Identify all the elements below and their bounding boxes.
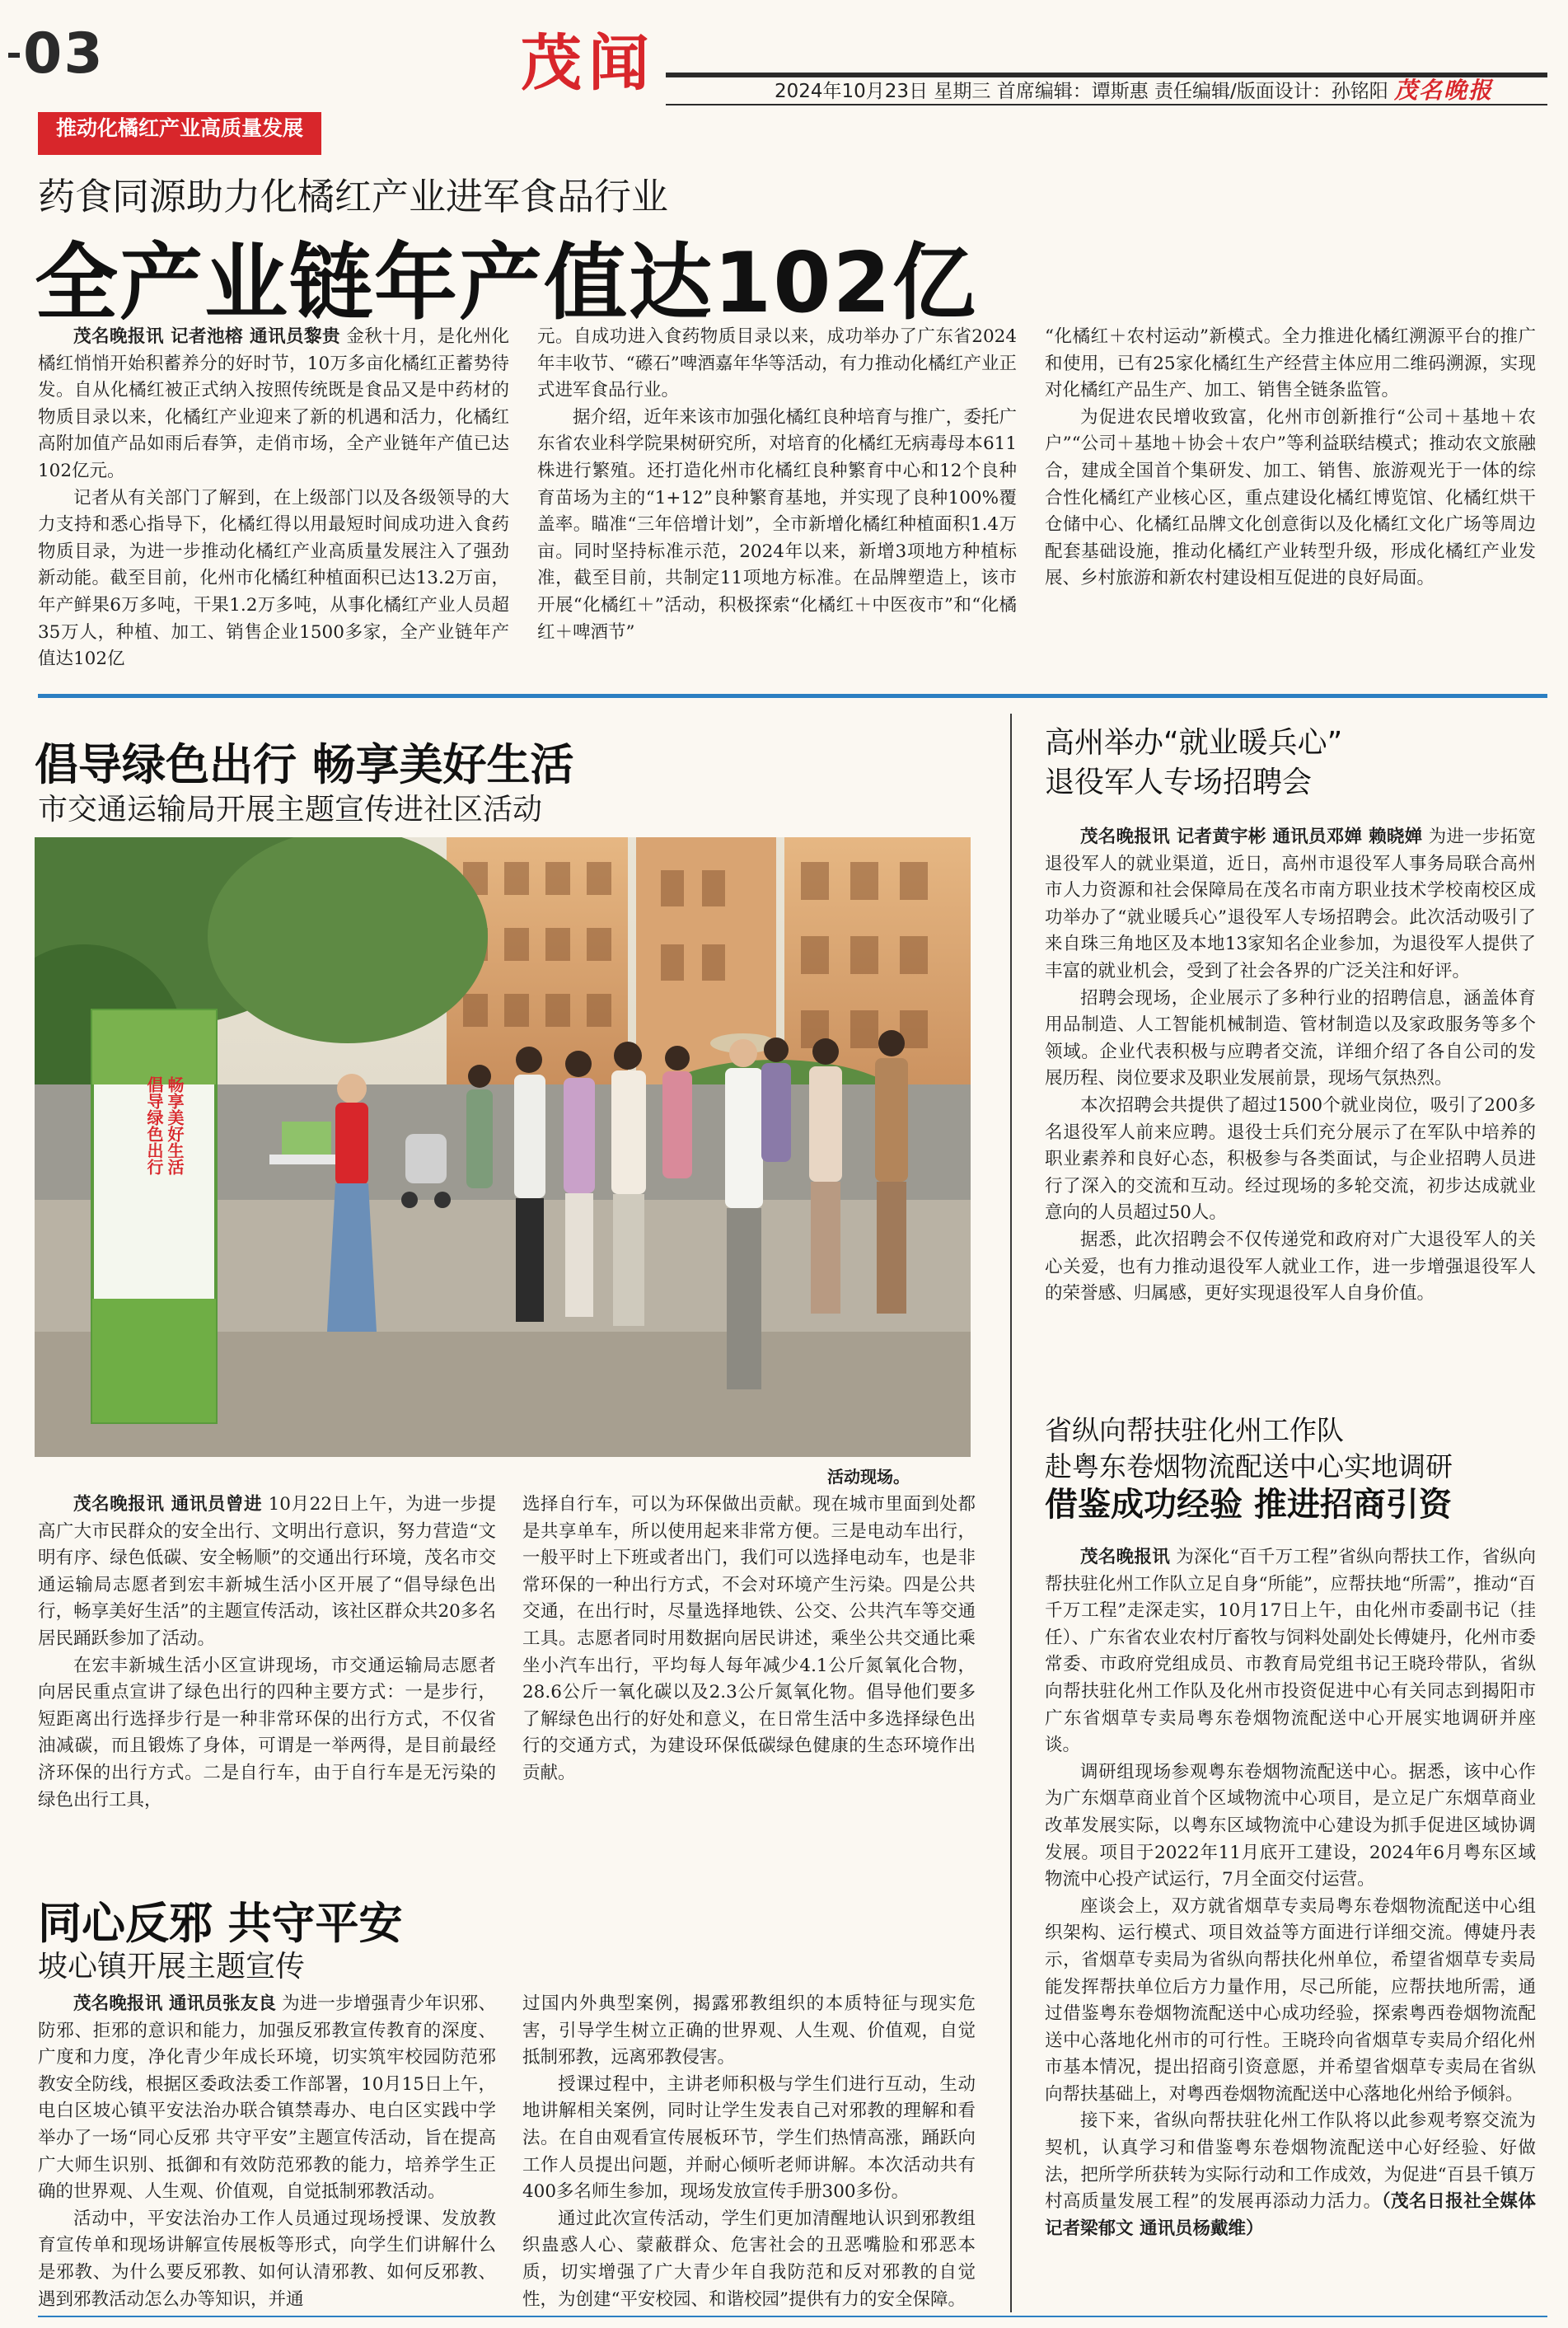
anticult-byline: 茂名晚报讯 通讯员张友良 <box>73 1993 277 2014</box>
green-column-2 <box>522 1492 976 1937</box>
green-paragraph: 10月22日上午，为进一步提高广大市民群众的安全出行、文明出行意识，努力营造“文明有序、绿色低碳、安全畅顺”的交通出行环境，茂名市交通运输局志愿者到宏丰新城生活小区开展了“倡导绿色出行，畅享美好生活”的主题宣传活动，该社区群众共20多名居民踊跃参加了活动。 <box>38 1494 496 1649</box>
lead-column-3 <box>1045 324 1536 682</box>
header-rule-thin <box>666 104 1547 105</box>
veterans-body <box>1045 824 1536 1360</box>
anticult-column-1 <box>38 1991 496 2312</box>
green-column-1 <box>38 1492 496 1937</box>
masthead-logo: 茂名晚报 <box>1394 77 1494 104</box>
lead-paragraph: 记者从有关部门了解到，在上级部门以及各级领导的大力支持和悉心指导下，化橘红得以用最短时间成功进入食药物质目录，为进一步推动化橘红产业高质量发展注入了强劲新动能。截至目前，化州市化橘红种植面积已达13.2万亩，年产鲜果6万多吨，干果1.2万多吨，从事化橘红产业人员超35万人，种植、加工、销售企业1500多家，全产业链年产值达102亿 <box>38 487 509 670</box>
anticult-subheadline: 坡心镇开展主题宣传 <box>38 1950 306 1984</box>
lead-column-2 <box>537 324 1017 682</box>
section-title: 茂闻 <box>521 28 656 99</box>
green-subheadline: 市交通运输局开展主题宣传进社区活动 <box>38 793 543 827</box>
veterans-byline: 茂名晚报讯 记者黄宇彬 通讯员邓婵 赖晓婵 <box>1080 827 1423 847</box>
veterans-paragraph: 招聘会现场，企业展示了多种行业的招聘信息，涵盖体育用品制造、人工智能机械制造、管材制造以及家政服务等多个领域。企业代表积极与应聘者交流，详细介绍了各自公司的发展历程、岗位要求及职业发展前景，现场气氛热烈。 <box>1045 987 1536 1089</box>
veterans-headline-line1: 高州举办“就业暖兵心” <box>1045 726 1343 760</box>
veterans-headline-line2: 退役军人专场招聘会 <box>1045 766 1313 799</box>
section-divider <box>38 694 1547 698</box>
veterans-paragraph: 为进一步拓宽退役军人的就业渠道，近日，高州市退役军人事务局联合高州市人力资源和社会保障局在茂名市南方职业技术学校南校区成功举办了“就业暖兵心”退役军人专场招聘会。此次活动吸引了来自珠三角地区及本地13家知名企业参加，为退役军人提供了丰富的就业机会，受到了社会各界的广泛关注和好评。 <box>1045 827 1536 981</box>
svg-text:畅享美好生活: 畅享美好生活 <box>165 1076 185 1175</box>
photo-caption: 活动现场。 <box>827 1467 910 1487</box>
green-paragraph: 在宏丰新城生活小区宣讲现场，市交通运输局志愿者向居民重点宣讲了绿色出行的四种主要方式：一是步行，短距离出行选择步行是一种非常环保的出行方式，不仅省油减碳，而且锻炼了身体，可谓是一举两得，是目前最经济环保的出行方式。二是自行车，由于自行车是无污染的绿色出行工具， <box>38 1655 496 1810</box>
dateline: 2024年10月23日 星期三 首席编辑：谭斯惠 责任编辑/版面设计：孙铭阳 <box>775 81 1388 102</box>
lead-column-1 <box>38 324 509 682</box>
anticult-column-2 <box>522 1991 976 2312</box>
anticult-paragraph: 活动中，平安法治办工作人员通过现场授课、发放教育宣传单和现场讲解宣传展板等形式，向学生们讲解什么是邪教、为什么要反邪教、如何认清邪教、如何反邪教、遇到邪教活动怎么办等知识，并通 <box>38 2208 496 2310</box>
column-divider <box>1010 714 1012 2312</box>
tobacco-paragraph: 接下来，省纵向帮扶驻化州工作队将以此参观考察交流为契机，认真学习和借鉴粤东卷烟物流配送中心好经验、好做法，把所学所获转为实际行动和工作成效，为促进“百县千镇万村高质量发展工程”的发展再添动力活力。 <box>1045 2110 1536 2213</box>
green-headline: 倡导绿色出行 畅享美好生活 <box>35 740 574 790</box>
anticult-paragraph: 为进一步增强青少年识邪、防邪、拒邪的意识和能力，加强反邪教宣传教育的深度、广度和力度，净化青少年成长环境，切实筑牢校园防范邪教安全防线，根据区委政法委工作部署，10月15日上午，电白区坡心镇平安法治办联合镇禁毒办、电白区实践中学举办了一场“同心反邪 共守平安”主题宣传活动，旨在提高广大师生识别、抵御和有效防范邪教的能力，培养学生正确的世界观、人生观、价值观，自觉抵制邪教活动。 <box>38 1993 496 2203</box>
green-byline: 茂名晚报讯 通讯员曾进 <box>73 1494 263 1515</box>
tobacco-paragraph: 调研组现场参观粤东卷烟物流配送中心。据悉，该中心作为广东烟草商业首个区域物流中心项目，是立足广东烟草商业改革发展实际，以粤东区域物流中心建设为抓手促进区域协调发展。项目于2022年11月底开工建设，2024年6月粤东区域物流中心投产试运行，7月全面交付运营。 <box>1045 1761 1536 1890</box>
topic-tag: 推动化橘红产业高质量发展 <box>38 112 321 155</box>
tobacco-credit: （茂名日报社全媒体记者梁郁文 通讯员杨戴维） <box>1045 2191 1536 2239</box>
event-photo <box>35 837 971 1457</box>
lead-paragraph: 元。自成功进入食药物质目录以来，成功举办了广东省2024年丰收节、“礤石”啤酒嘉年华等活动，有力推动化橘红产业正式进军食品行业。 <box>537 326 1017 401</box>
lead-headline: 全产业链年产值达102亿 <box>35 234 977 331</box>
lead-byline: 茂名晚报讯 记者池榕 通讯员黎贵 <box>73 326 341 347</box>
veterans-paragraph: 本次招聘会共提供了超过1500个就业岗位，吸引了200多名退役军人前来应聘。退役士兵们充分展示了在军队中培养的职业素养和良好心态，积极参与各类面试，与企业招聘人员进行了深入的交流和互动。经过现场的多轮交流，初步达成就业意向的人员超过50人。 <box>1045 1094 1536 1224</box>
lead-kicker: 药食同源助力化橘红产业进军食品行业 <box>38 175 669 218</box>
tobacco-paragraph: 为深化“百千万工程”省纵向帮扶工作，省纵向帮扶驻化州工作队立足自身“所能”，应帮扶地“所需”，推动“百千万工程”走深走实，10月17日上午，由化州市委副书记（挂任）、广东省农业农村厅畜牧与饲料处副处长傅婕丹，化州市委常委、市政府党组成员、市教育局党组书记王晓玲带队，省纵向帮扶驻化州工作队及化州市投资促进中心有关同志到揭阳市广东省烟草专卖局粤东卷烟物流配送中心开展实地调研并座谈。 <box>1045 1547 1536 1756</box>
anticult-paragraph: 过国内外典型案例，揭露邪教组织的本质特征与现实危害，引导学生树立正确的世界观、人生观、价值观，自觉抵制邪教，远离邪教侵害。 <box>522 1993 976 2068</box>
tobacco-headline: 借鉴成功经验 推进招商引资 <box>1045 1486 1452 1524</box>
green-paragraph: 选择自行车，可以为环保做出贡献。现在城市里面到处都是共享单车，所以使用起来非常方便。三是电动车出行，一般平时上下班或者出门，我们可以选择电动车，也是非常环保的一种出行方式，不会对环境产生污染。四是公共交通，在出行时，尽量选择地铁、公交、公共汽车等交通工具。志愿者同时用数据向居民讲述，乘坐公共交通比乘坐小汽车出行，平均每人每年减少4.1公斤氮氧化合物，28.6公斤一氧化碳以及2.3公斤氮氧化物。倡导他们要多了解绿色出行的好处和意义，在日常生活中多选择绿色出行的交通方式，为建设环保低碳绿色健康的生态环境作出贡献。 <box>522 1494 976 1783</box>
tobacco-body <box>1045 1544 1536 2311</box>
lead-paragraph: “化橘红＋农村运动”新模式。全力推进化橘红溯源平台的推广和使用，已有25家化橘红生产经营主体应用二维码溯源，实现对化橘红产品生产、加工、销售全链条监管。 <box>1045 326 1536 401</box>
tobacco-kicker-line2: 赴粤东卷烟物流配送中心实地调研 <box>1045 1450 1453 1483</box>
tobacco-byline: 茂名晚报讯 <box>1080 1547 1171 1567</box>
anticult-paragraph: 通过此次宣传活动，学生们更加清醒地认识到邪教组织蛊惑人心、蒙蔽群众、危害社会的丑恶嘴脸和邪恶本质，切实增强了广大青少年自我防范和反对邪教的自觉性，为创建“平安校园、和谐校园”提供有力的安全保障。 <box>522 2208 976 2310</box>
anticult-paragraph: 授课过程中，主讲老师积极与学生们进行互动，生动地讲解相关案例，同时让学生发表自己对邪教的理解和看法。在自由观看宣传展板环节，学生们热情高涨，踊跃向工作人员提出问题，并耐心倾听老师讲解。本次活动共有400多名师生参加，现场发放宣传手册300多份。 <box>522 2073 976 2203</box>
lead-paragraph: 金秋十月，是化州化橘红悄悄开始积蓄养分的好时节，10万多亩化橘红正蓄势待发。自从化橘红被正式纳入按照传统既是食品又是中药材的物质目录以来，化橘红产业迎来了新的机遇和活力，化橘红高附加值产品如雨后春笋，走俏市场，全产业链年产值已达102亿元。 <box>38 326 509 481</box>
footer-rule <box>38 2316 1547 2317</box>
tobacco-kicker-line1: 省纵向帮扶驻化州工作队 <box>1045 1414 1344 1446</box>
veterans-paragraph: 据悉，此次招聘会不仅传递党和政府对广大退役军人的关心关爱，也有力推动退役军人就业工作，进一步增强退役军人的荣誉感、归属感，更好实现退役军人自身价值。 <box>1045 1229 1536 1305</box>
lead-paragraph: 为促进农民增收致富，化州市创新推行“公司＋基地＋农户”“公司＋基地＋协会＋农户”等利益联结模式；推动农文旅融合，建成全国首个集研发、加工、销售、旅游观光于一体的综合性化橘红产业核心区，重点建设化橘红博览馆、化橘红烘干仓储中心、化橘红品牌文化创意街以及化橘红文化广场等周边配套基础设施，推动化橘红产业转型升级，形成化橘红产业发展、乡村旅游和新农村建设相互促进的良好局面。 <box>1045 406 1536 589</box>
page-number: 03 <box>23 21 105 87</box>
lead-paragraph: 据介绍，近年来该市加强化橘红良种培育与推广，委托广东省农业科学院果树研究所，对培育的化橘红无病毒母本611株进行繁殖。还打造化州市化橘红良种繁育中心和12个良种育苗场为主的“1+12”良种繁育基地，并实现了良种100%覆盖率。瞄准“三年倍增计划”，全市新增化橘红种植面积1.4万亩。同时坚持标准示范，2024年以来，新增3项地方种植标准，截至目前，共制定11项地方标准。在品牌塑造上，该市开展“化橘红＋”活动，积极探索“化橘红＋中医夜市”和“化橘红＋啤酒节” <box>537 406 1017 643</box>
anticult-headline: 同心反邪 共守平安 <box>38 1899 403 1949</box>
svg-text:倡导绿色出行: 倡导绿色出行 <box>144 1076 164 1175</box>
event-photo-image <box>35 837 971 1457</box>
tobacco-paragraph: 座谈会上，双方就省烟草专卖局粤东卷烟物流配送中心组织架构、运行模式、项目效益等方面进行详细交流。傅婕丹表示，省烟草专卖局为省纵向帮扶化州单位，希望省烟草专卖局能发挥帮扶单位后方力量作用，尽己所能，应帮扶地所需，通过借鉴粤东卷烟物流配送中心成功经验，探索粤西卷烟物流配送中心落地化州市的可行性。王晓玲向省烟草专卖局介绍化州市基本情况，提出招商引资意愿，并希望省烟草专卖局在省纵向帮扶基础上，对粤西卷烟物流配送中心落地化州给予倾斜。 <box>1045 1895 1536 2105</box>
